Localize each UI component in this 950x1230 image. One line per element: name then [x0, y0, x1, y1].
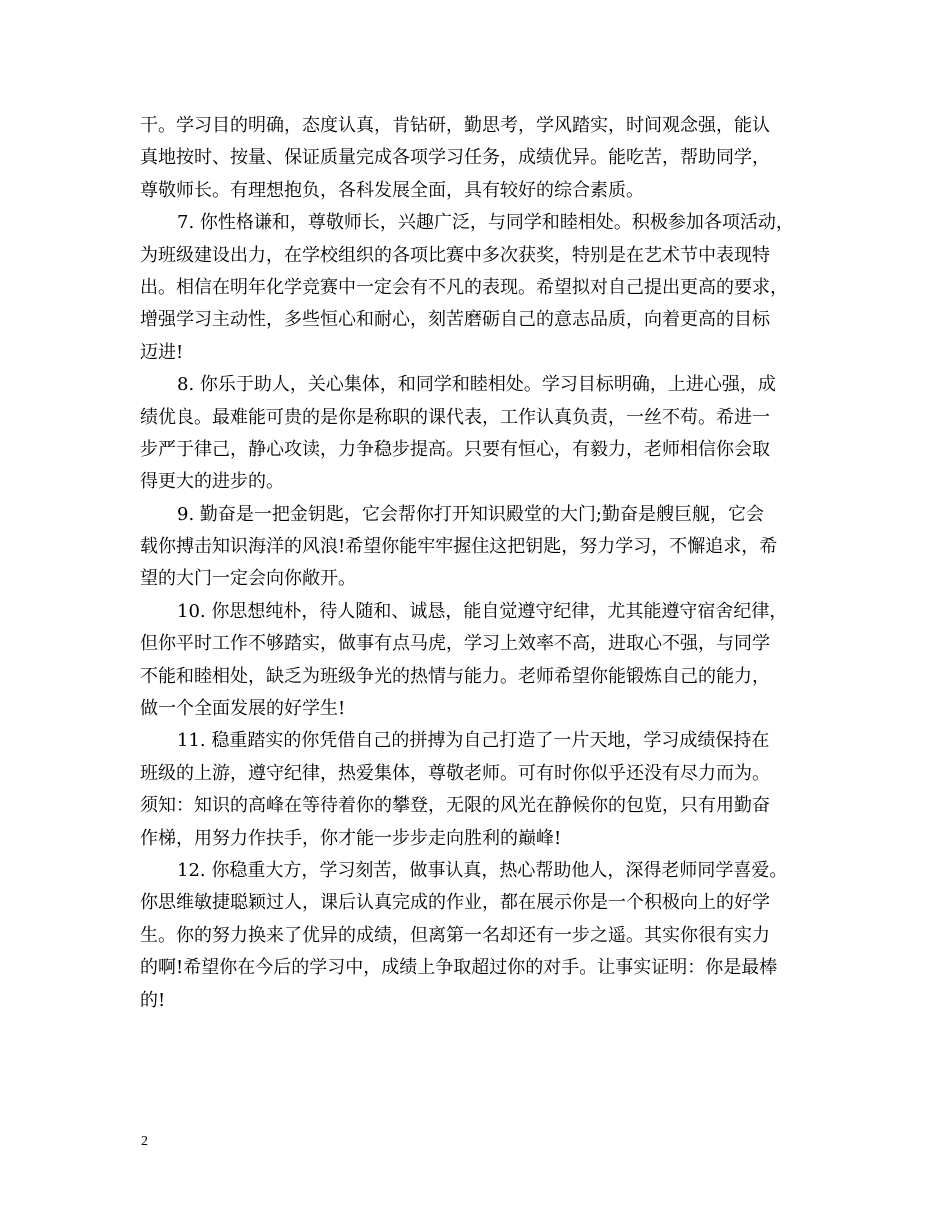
text-line: 你思维敏捷聪颖过人，课后认真完成的作业，都在展示你是一个积极向上的好学: [140, 892, 770, 914]
paragraph-12-start: 12. 你稳重大方，学习刻苦，做事认真，热心帮助他人，深得老师同学喜爱。: [177, 859, 788, 881]
text-line: 须知：知识的高峰在等待着你的攀登，无限的风光在静候你的包览，只有用勤奋: [140, 795, 770, 817]
text-line: 望的大门一定会向你敞开。: [140, 568, 356, 590]
text-line: 绩优良。最难能可贵的是你是称职的课代表，工作认真负责，一丝不苟。希进一: [140, 406, 770, 428]
paragraph-8-start: 8. 你乐于助人，关心集体，和同学和睦相处。学习目标明确，上进心强，成: [177, 374, 776, 396]
paragraph-7-start: 7. 你性格谦和，尊敬师长，兴趣广泛，与同学和睦相处。积极参加各项活动，: [177, 212, 794, 234]
paragraph-11-start: 11. 稳重踏实的你凭借自己的拼搏为自己打造了一片天地，学习成绩保持在: [177, 730, 770, 752]
page-number: 2: [141, 1134, 148, 1149]
text-line: 为班级建设出力，在学校组织的各项比赛中多次获奖，特别是在艺术节中表现特: [140, 244, 770, 266]
text-line: 增强学习主动性，多些恒心和耐心，刻苦磨砺自己的意志品质，向着更高的目标: [140, 309, 770, 331]
text-line: 的啊!希望你在今后的学习中，成绩上争取超过你的对手。让事实证明：你是最棒: [140, 957, 778, 979]
text-line: 干。学习目的明确，态度认真，肯钻研，勤思考，学风踏实，时间观念强，能认: [140, 115, 770, 136]
text-line: 生。你的努力换来了优异的成绩，但离第一名却还有一步之遥。其实你很有实力: [140, 924, 770, 946]
text-line: 班级的上游，遵守纪律，热爱集体，尊敬老师。可有时你似乎还没有尽力而为。: [140, 762, 770, 784]
text-line: 的!: [140, 989, 166, 1011]
text-line: 但你平时工作不够踏实，做事有点马虎，学习上效率不高，进取心不强，与同学: [140, 633, 770, 655]
text-line: 作梯，用努力作扶手，你才能一步步走向胜利的巅峰!: [140, 827, 562, 849]
text-line: 做一个全面发展的好学生!: [140, 698, 346, 720]
text-line: 真地按时、按量、保证质量完成各项学习任务，成绩优异。能吃苦，帮助同学，: [140, 147, 770, 169]
text-line: 不能和睦相处，缺乏为班级争光的热情与能力。老师希望你能锻炼自己的能力，: [140, 665, 770, 687]
paragraph-10-start: 10. 你思想纯朴，待人随和、诚恳，能自觉遵守纪律，尤其能遵守宿舍纪律，: [177, 600, 788, 622]
text-line: 载你搏击知识海洋的风浪!希望你能牢牢握住这把钥匙，努力学习，不懈追求，希: [140, 536, 778, 558]
text-line: 尊敬师长。有理想抱负，各科发展全面，具有较好的综合素质。: [140, 179, 644, 201]
text-line: 迈进!: [140, 341, 184, 363]
paragraph-9-start: 9. 勤奋是一把金钥匙，它会帮你打开知识殿堂的大门;勤奋是艘巨舰，它会: [177, 503, 764, 525]
text-line: 出。相信在明年化学竞赛中一定会有不凡的表现。希望拟对自己提出更高的要求，: [140, 276, 788, 298]
document-body: [140, 110, 840, 1017]
text-line: 步严于律己，静心攻读，力争稳步提高。只要有恒心，有毅力，老师相信你会取: [140, 438, 770, 460]
text-line: 得更大的进步的。: [140, 471, 284, 493]
